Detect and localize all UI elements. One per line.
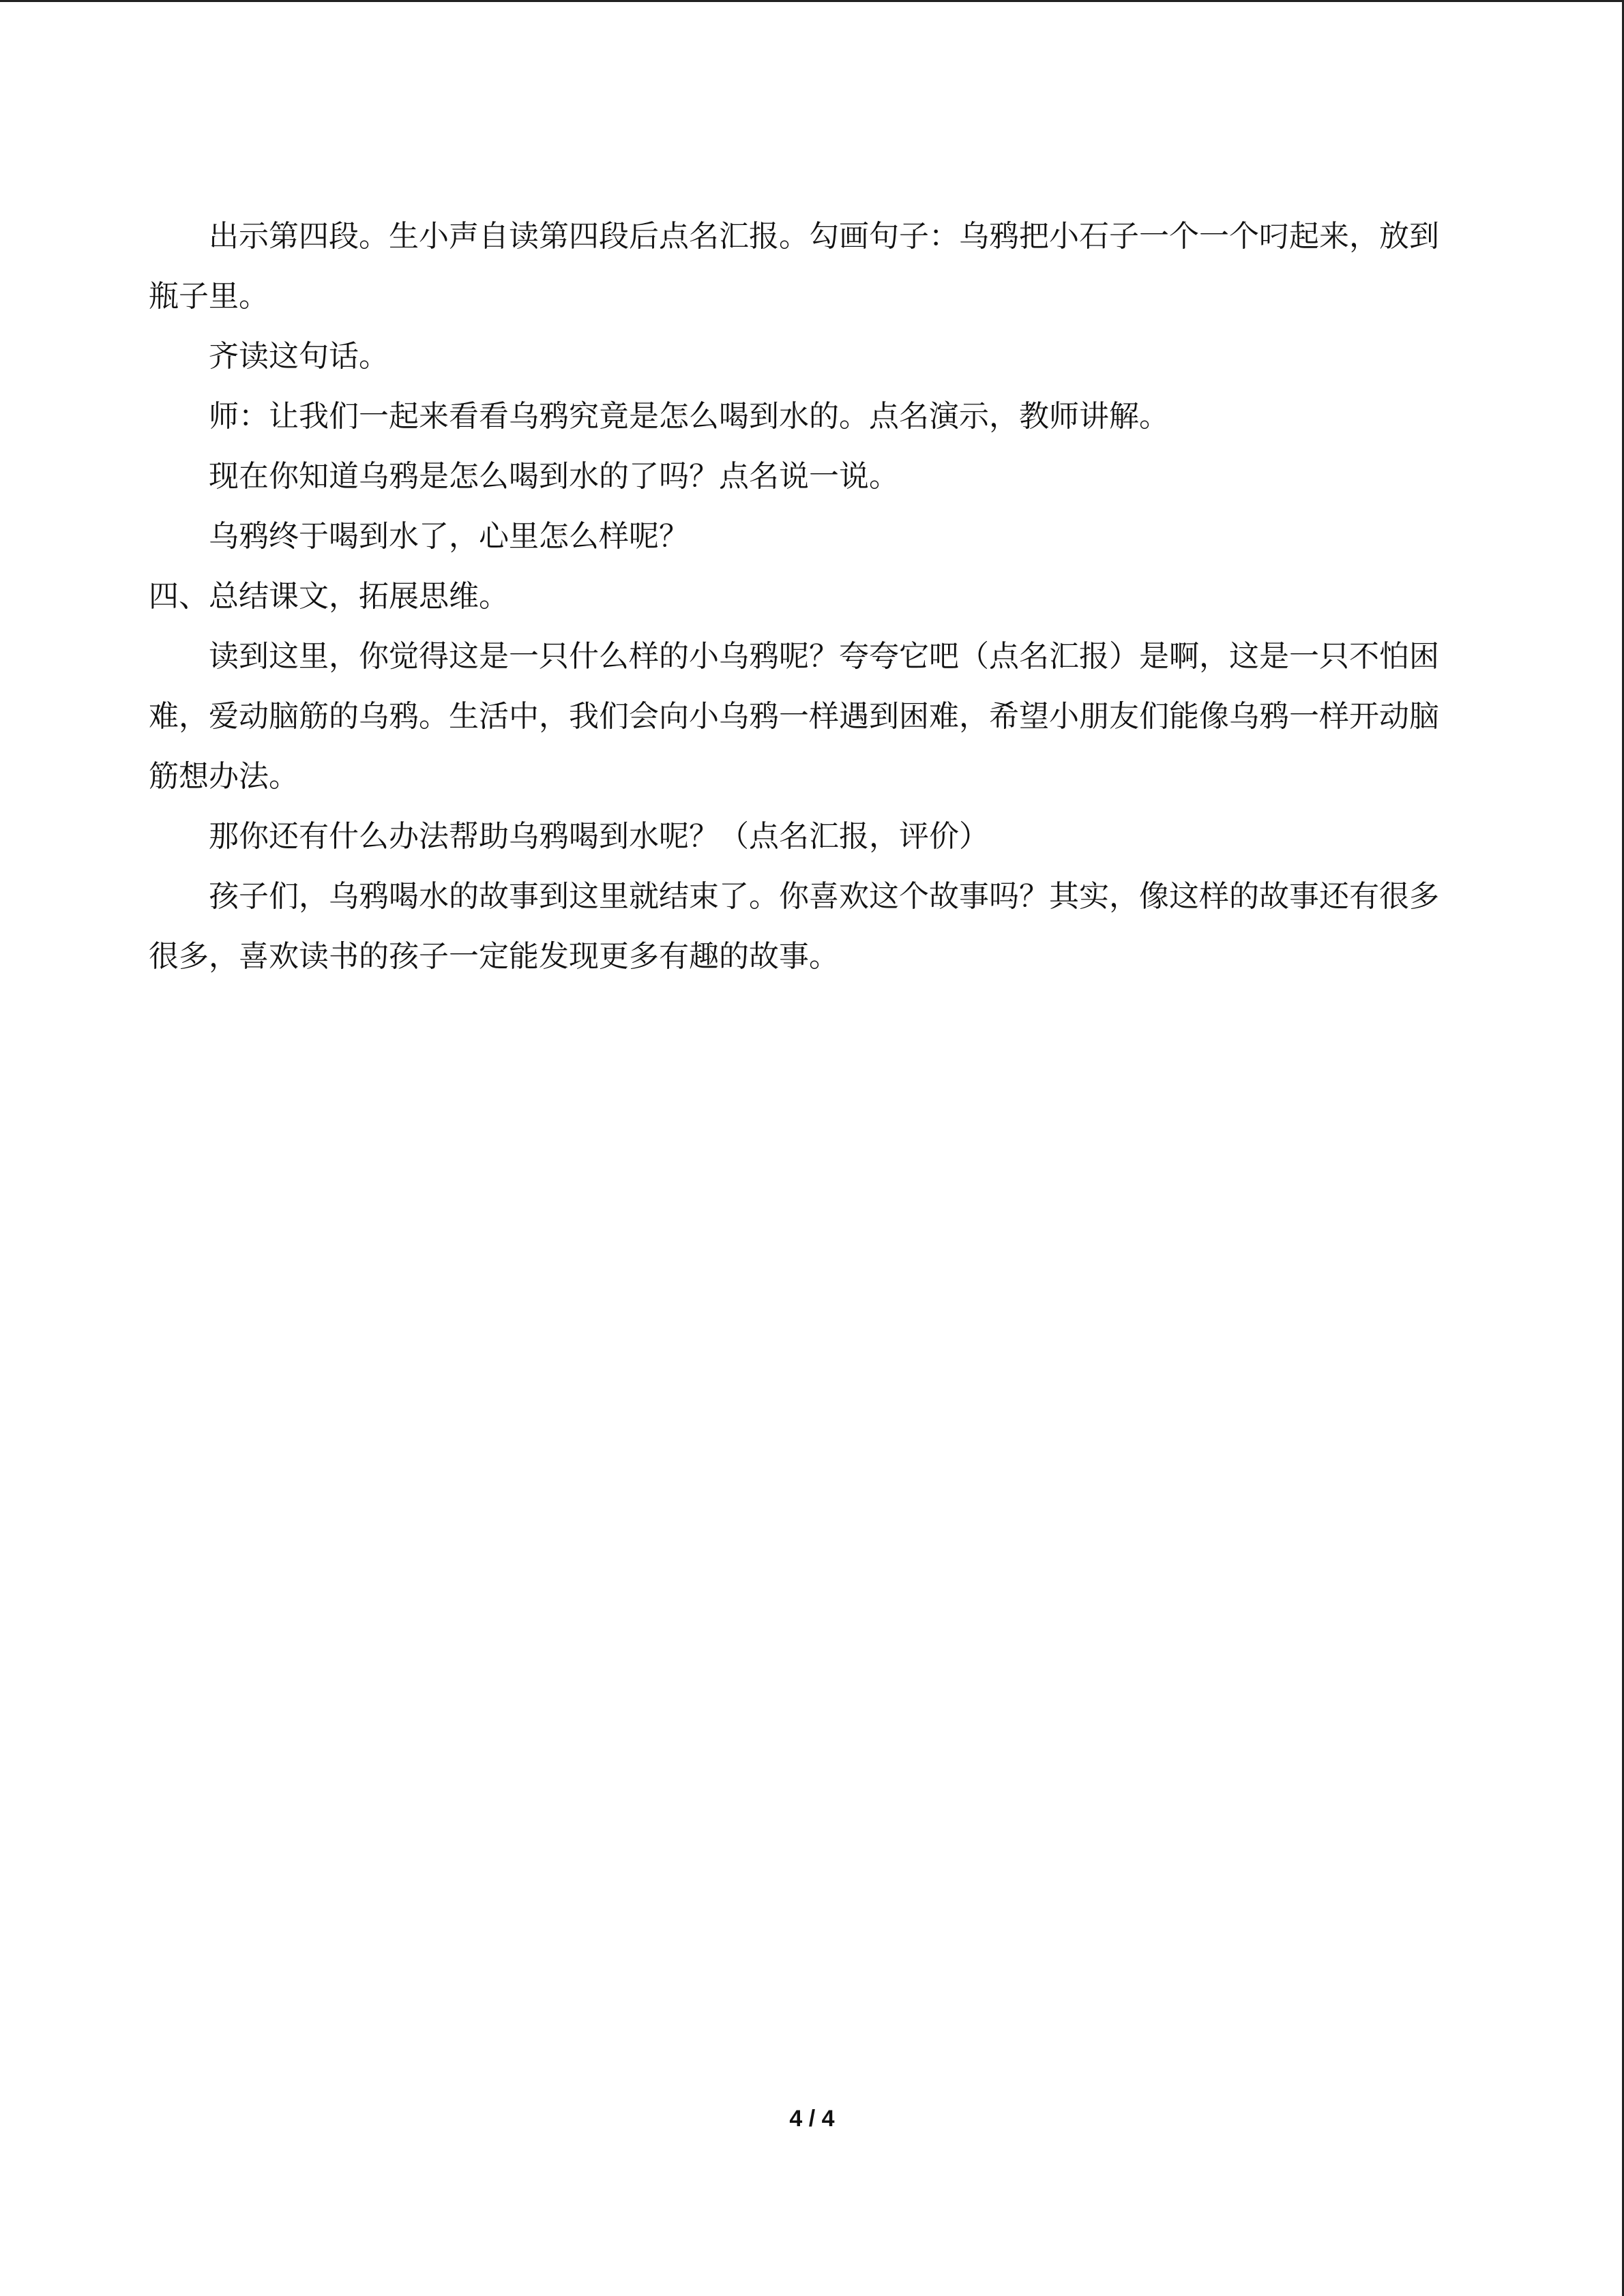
- document-body: [149, 207, 1458, 987]
- section-heading-summary: 四、总结课文，拓展思维。: [149, 579, 509, 614]
- paragraph-other-methods: 那你还有什么办法帮助乌鸦喝到水呢？（点名汇报，评价）: [209, 819, 989, 854]
- page-number: 4 / 4: [789, 2106, 835, 2132]
- paragraph-how-crow-drank: 现在你知道乌鸦是怎么喝到水的了吗？点名说一说。: [209, 459, 899, 494]
- paragraph-teacher-demo: 师：让我们一起来看看乌鸦究竟是怎么喝到水的。点名演示，教师讲解。: [209, 399, 1169, 434]
- paragraph-crow-feeling: 乌鸦终于喝到水了，心里怎么样呢？: [209, 519, 689, 554]
- paragraph-story-ending: 孩子们，乌鸦喝水的故事到这里就结束了。你喜欢这个故事吗？其实，像这样的故事还有很多很多，喜欢读书的孩子一定能发现更多有趣的故事。: [149, 879, 1439, 974]
- paragraph-show-fourth-section: 出示第四段。生小声自读第四段后点名汇报。勾画句子：乌鸦把小石子一个一个叼起来，放到瓶子里。: [149, 219, 1439, 314]
- paragraph-read-together: 齐读这句话。: [209, 339, 389, 374]
- paragraph-what-kind-of-crow: 读到这里，你觉得这是一只什么样的小乌鸦呢？夸夸它吧（点名汇报）是啊，这是一只不怕困难，爱动脑筋的乌鸦。生活中，我们会向小乌鸦一样遇到困难，希望小朋友们能像乌鸦一样开动脑筋想办法。: [149, 639, 1439, 794]
